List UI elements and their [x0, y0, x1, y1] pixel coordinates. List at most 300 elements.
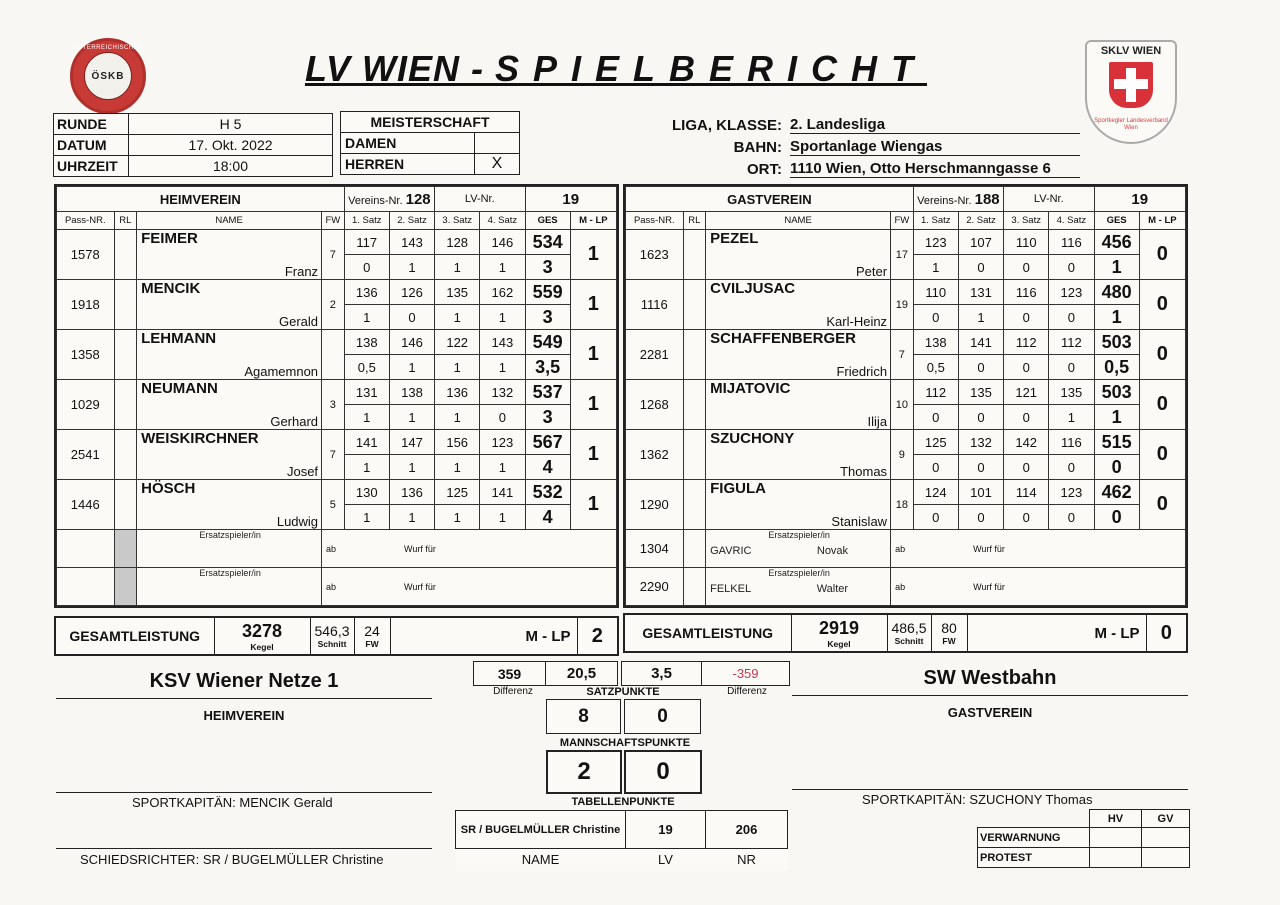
hv-col-label: HV	[1090, 810, 1142, 828]
home-set-point: 0,5	[344, 355, 389, 380]
title-left: LV WIEN -	[305, 48, 495, 89]
home-set-score: 132	[480, 380, 525, 405]
home-sub-rl	[114, 568, 137, 606]
guest-pass-nr: 1290	[626, 480, 684, 530]
bahn-label: BAHN:	[733, 138, 782, 156]
guest-total-row	[623, 613, 1188, 653]
home-set-score: 126	[389, 280, 434, 305]
home-player-firstname: Ludwig	[137, 505, 322, 530]
mannschaftspunkte-label: MANNSCHAFTSPUNKTE	[559, 737, 691, 749]
home-player-setpoints: 4	[525, 505, 570, 530]
home-set-score: 141	[480, 480, 525, 505]
tabellenpunkte-boxes	[546, 750, 702, 794]
guest-set-score: 116	[1049, 430, 1094, 455]
liga-info	[640, 114, 1080, 180]
liga-value: 2. Landesliga	[790, 116, 1080, 134]
home-set-point: 1	[435, 505, 480, 530]
home-schnitt-label: Schnitt	[317, 639, 347, 649]
guest-player-firstname: Ilija	[706, 405, 891, 430]
datum-label: DATUM	[54, 135, 129, 156]
referee-footer	[80, 852, 383, 867]
referee-table	[455, 810, 788, 871]
home-set-score: 136	[435, 380, 480, 405]
guest-player-lastname: SZUCHONY	[706, 430, 891, 455]
diff-home-label: Differenz	[493, 686, 533, 697]
home-lv-label: LV-Nr.	[464, 193, 495, 205]
guest-captain-line	[792, 789, 1188, 790]
referee-lv: 19	[626, 811, 706, 849]
guest-player-mlp: 0	[1139, 480, 1185, 530]
home-col-s3: 3. Satz	[435, 212, 480, 230]
guest-rl	[683, 430, 706, 480]
guest-set-score: 141	[958, 330, 1003, 355]
home-set-score: 128	[435, 230, 480, 255]
guest-set-score: 142	[1004, 430, 1049, 455]
guest-captain	[862, 792, 1092, 807]
tabellenpunkte-label: TABELLENPUNKTE	[571, 796, 675, 808]
home-team-sheet	[54, 184, 619, 608]
guest-player-setpoints: 1	[1094, 405, 1139, 430]
guest-schnitt-label: Schnitt	[894, 636, 924, 646]
home-mlp-label: M - LP	[390, 618, 577, 654]
home-set-score: 143	[389, 230, 434, 255]
guest-set-point: 0	[1049, 305, 1094, 330]
guest-col-ges: GES	[1094, 212, 1139, 230]
home-set-point: 1	[435, 405, 480, 430]
guest-sub-wurf: Wurf für	[973, 543, 1005, 554]
guest-set-point: 0	[1004, 305, 1049, 330]
home-kegel: 3278	[241, 620, 283, 641]
home-set-score: 138	[389, 380, 434, 405]
home-set-point: 1	[480, 255, 525, 280]
home-set-point: 1	[344, 455, 389, 480]
guest-set-score: 110	[1004, 230, 1049, 255]
home-set-point: 1	[344, 405, 389, 430]
guest-col-name: NAME	[706, 212, 891, 230]
page-title	[305, 48, 935, 90]
guest-col-s2: 2. Satz	[958, 212, 1003, 230]
herren-label: HERREN	[341, 154, 475, 175]
home-total-row	[54, 616, 619, 656]
damen-label: DAMEN	[341, 133, 475, 154]
protest-gv	[1142, 848, 1190, 868]
logo-ring-text: ÖSTERREICHISCHER	[73, 45, 144, 51]
home-col-name: NAME	[137, 212, 322, 230]
mannschaftspunkte-boxes	[546, 699, 701, 734]
guest-set-score: 121	[1004, 380, 1049, 405]
home-set-point: 1	[344, 305, 389, 330]
home-set-point: 1	[480, 505, 525, 530]
home-set-point: 1	[480, 305, 525, 330]
home-set-score: 147	[389, 430, 434, 455]
guest-col-rl: RL	[683, 212, 706, 230]
home-player-setpoints: 3	[525, 405, 570, 430]
guest-set-point: 0	[958, 505, 1003, 530]
guest-sub-lastname: GAVRIC	[710, 545, 752, 557]
guest-player-setpoints: 1	[1094, 305, 1139, 330]
home-player-total: 532	[525, 480, 570, 505]
guest-mlp-label: M - LP	[967, 615, 1146, 651]
guest-set-point: 1	[958, 305, 1003, 330]
guest-mlp-total: 0	[1160, 621, 1172, 644]
protest-label: PROTEST	[978, 848, 1090, 868]
home-set-score: 141	[344, 430, 389, 455]
guest-col-s4: 4. Satz	[1049, 212, 1094, 230]
guest-player-row	[626, 330, 1186, 355]
guest-fw-label: FW	[942, 636, 956, 646]
home-player-lastname: WEISKIRCHNER	[137, 430, 322, 455]
home-fw-total: 24	[364, 623, 380, 639]
meisterschaft-title: MEISTERSCHAFT	[341, 112, 520, 133]
guest-set-point: 0	[1004, 505, 1049, 530]
guest-player-setpoints: 0	[1094, 505, 1139, 530]
guest-player-setpoints: 0,5	[1094, 355, 1139, 380]
guest-captain-name: SZUCHONY Thomas	[969, 792, 1093, 807]
home-set-score: 117	[344, 230, 389, 255]
home-player-fw: 5	[322, 480, 345, 530]
liga-label: LIGA, KLASSE:	[671, 116, 782, 134]
home-sub-label: Ersatzspieler/in	[199, 568, 261, 578]
home-set-point: 1	[344, 505, 389, 530]
guest-player-mlp: 0	[1139, 230, 1185, 280]
home-set-score: 136	[344, 280, 389, 305]
sklv-wien-logo	[1085, 40, 1177, 144]
lv-col-label: LV	[626, 849, 706, 871]
home-substitute-row	[57, 568, 617, 606]
home-pass-nr: 1918	[57, 280, 115, 330]
home-player-firstname: Gerald	[137, 305, 322, 330]
guest-sub-firstname: Novak	[816, 545, 849, 557]
home-player-setpoints: 4	[525, 455, 570, 480]
home-captain-label: SPORTKAPITÄN:	[132, 795, 236, 810]
home-set-point: 1	[435, 455, 480, 480]
home-set-point: 0	[389, 305, 434, 330]
guest-set-point: 0	[1049, 255, 1094, 280]
home-player-lastname: MENCIK	[137, 280, 322, 305]
guest-pass-nr: 1362	[626, 430, 684, 480]
satzpunkte-guest: 3,5	[622, 662, 702, 686]
guest-set-point: 0	[958, 255, 1003, 280]
guest-set-point: 0	[913, 455, 958, 480]
home-set-point: 0	[480, 405, 525, 430]
guest-player-firstname: Thomas	[706, 455, 891, 480]
guest-rl	[683, 230, 706, 280]
home-player-row	[57, 430, 617, 455]
home-set-score: 136	[389, 480, 434, 505]
shield-title: SKLV WIEN	[1100, 45, 1162, 57]
home-pass-nr: 2541	[57, 430, 115, 480]
referee-footer-label: SCHIEDSRICHTER:	[80, 852, 200, 867]
home-player-firstname: Franz	[137, 255, 322, 280]
guest-title: GASTVEREIN	[626, 187, 914, 212]
home-set-score: 162	[480, 280, 525, 305]
guest-player-total: 480	[1094, 280, 1139, 305]
guest-col-pass: Pass-NR.	[626, 212, 684, 230]
tabellenpunkte-guest: 0	[625, 751, 701, 793]
home-title: HEIMVEREIN	[57, 187, 345, 212]
guest-set-score: 110	[913, 280, 958, 305]
home-player-setpoints: 3,5	[525, 355, 570, 380]
guest-pass-nr: 1116	[626, 280, 684, 330]
guest-col-s3: 3. Satz	[1004, 212, 1049, 230]
home-pass-nr: 1578	[57, 230, 115, 280]
satzpunkte-row	[473, 661, 790, 686]
datum-value: 17. Okt. 2022	[129, 135, 333, 156]
guest-player-firstname: Karl-Heinz	[706, 305, 891, 330]
guest-set-point: 0	[1049, 455, 1094, 480]
home-role: HEIMVEREIN	[203, 708, 285, 723]
guest-vereins-label: Vereins-Nr.	[917, 194, 972, 207]
guest-set-score: 138	[913, 330, 958, 355]
home-kegel-label: Kegel	[250, 641, 274, 652]
home-player-lastname: LEHMANN	[137, 330, 322, 355]
home-col-pass: Pass-NR.	[57, 212, 115, 230]
guest-set-point: 0	[1004, 455, 1049, 480]
tabellenpunkte-home: 2	[547, 751, 621, 793]
home-set-score: 156	[435, 430, 480, 455]
guest-set-score: 132	[958, 430, 1003, 455]
home-set-score: 131	[344, 380, 389, 405]
home-set-score: 138	[344, 330, 389, 355]
guest-rl	[683, 480, 706, 530]
home-rl	[114, 380, 137, 430]
home-pass-nr: 1029	[57, 380, 115, 430]
verwarnung-label: VERWARNUNG	[978, 828, 1090, 848]
home-sub-label: Ersatzspieler/in	[199, 530, 261, 540]
guest-pass-nr: 1268	[626, 380, 684, 430]
guest-set-point: 0	[913, 505, 958, 530]
guest-player-row	[626, 480, 1186, 505]
home-player-mlp: 1	[570, 430, 616, 480]
home-set-score: 135	[435, 280, 480, 305]
guest-player-mlp: 0	[1139, 430, 1185, 480]
guest-player-fw: 7	[891, 330, 914, 380]
guest-sub-firstname: Walter	[816, 583, 849, 595]
home-player-mlp: 1	[570, 230, 616, 280]
home-player-setpoints: 3	[525, 305, 570, 330]
guest-player-setpoints: 1	[1094, 255, 1139, 280]
guest-set-score: 112	[1049, 330, 1094, 355]
home-set-point: 1	[435, 305, 480, 330]
referee-name: SR / BUGELMÜLLER Christine	[456, 811, 626, 849]
guest-set-point: 0	[913, 305, 958, 330]
guest-player-row	[626, 380, 1186, 405]
home-col-mlp: M - LP	[570, 212, 616, 230]
home-player-row	[57, 230, 617, 255]
home-player-fw: 2	[322, 280, 345, 330]
guest-substitute-row	[626, 530, 1186, 568]
home-player-firstname: Agamemnon	[137, 355, 322, 380]
herren-value: X	[475, 154, 520, 175]
name-col-label: NAME	[456, 849, 626, 871]
guest-player-fw: 19	[891, 280, 914, 330]
home-set-score: 122	[435, 330, 480, 355]
guest-col-mlp: M - LP	[1139, 212, 1185, 230]
runde-value: H 5	[129, 114, 333, 135]
home-player-row	[57, 330, 617, 355]
guest-col-s1: 1. Satz	[913, 212, 958, 230]
home-sub-wurf: Wurf für	[404, 581, 436, 592]
guest-sub-ab: ab	[895, 543, 906, 554]
home-rl	[114, 480, 137, 530]
guest-player-total: 456	[1094, 230, 1139, 255]
home-player-firstname: Josef	[137, 455, 322, 480]
guest-rl	[683, 280, 706, 330]
guest-role: GASTVEREIN	[947, 705, 1033, 720]
guest-set-score: 123	[1049, 480, 1094, 505]
diff-guest-label: Differenz	[727, 686, 767, 697]
guest-pass-nr: 1623	[626, 230, 684, 280]
guest-set-score: 114	[1004, 480, 1049, 505]
guest-captain-label: SPORTKAPITÄN:	[862, 792, 966, 807]
home-pass-nr: 1358	[57, 330, 115, 380]
damen-value	[475, 133, 520, 154]
guest-set-point: 1	[1049, 405, 1094, 430]
guest-sub-pass-nr: 1304	[626, 530, 684, 568]
home-col-rl: RL	[114, 212, 137, 230]
home-player-mlp: 1	[570, 330, 616, 380]
home-player-mlp: 1	[570, 280, 616, 330]
guest-col-fw: FW	[891, 212, 914, 230]
home-schnitt: 546,3	[314, 623, 350, 639]
guest-set-score: 124	[913, 480, 958, 505]
guest-player-lastname: FIGULA	[706, 480, 891, 505]
ort-value: 1110 Wien, Otto Herschmanngasse 6	[790, 160, 1080, 178]
guest-player-firstname: Friedrich	[706, 355, 891, 380]
home-player-row	[57, 480, 617, 505]
guest-set-point: 0	[1004, 255, 1049, 280]
guest-rl	[683, 380, 706, 430]
guest-sub-rl	[683, 530, 706, 568]
satzpunkte-label: SATZPUNKTE	[586, 686, 660, 698]
guest-player-total: 503	[1094, 380, 1139, 405]
home-set-score: 146	[480, 230, 525, 255]
guest-set-point: 0	[913, 405, 958, 430]
home-col-ges: GES	[525, 212, 570, 230]
referee-nr: 206	[706, 811, 788, 849]
guest-set-score: 123	[1049, 280, 1094, 305]
referee-footer-name: SR / BUGELMÜLLER Christine	[202, 852, 384, 867]
guest-kegel-label: Kegel	[827, 638, 851, 649]
shield-cross-icon	[1109, 62, 1153, 108]
satzpunkte-home: 20,5	[546, 662, 618, 686]
guest-player-total: 503	[1094, 330, 1139, 355]
home-pass-nr: 1446	[57, 480, 115, 530]
protest-hv	[1090, 848, 1142, 868]
guest-player-total: 462	[1094, 480, 1139, 505]
guest-set-score: 112	[1004, 330, 1049, 355]
guest-player-fw: 17	[891, 230, 914, 280]
logo-center-text: ÖSKB	[84, 52, 132, 100]
guest-sub-rl	[683, 568, 706, 606]
home-set-score: 125	[435, 480, 480, 505]
guest-player-lastname: MIJATOVIC	[706, 380, 891, 405]
verwarnung-gv	[1142, 828, 1190, 848]
guest-sub-pass-nr: 2290	[626, 568, 684, 606]
guest-set-point: 0	[1049, 505, 1094, 530]
guest-player-firstname: Stanislaw	[706, 505, 891, 530]
home-player-total: 567	[525, 430, 570, 455]
guest-set-score: 123	[913, 230, 958, 255]
guest-sub-ab: ab	[895, 581, 906, 592]
mannschaftspunkte-guest: 0	[625, 700, 701, 734]
gv-col-label: GV	[1142, 810, 1190, 828]
guest-set-score: 107	[958, 230, 1003, 255]
home-rl	[114, 430, 137, 480]
oeskb-logo	[70, 38, 146, 114]
home-set-point: 1	[389, 405, 434, 430]
home-rl	[114, 230, 137, 280]
uhrzeit-value: 18:00	[129, 156, 333, 177]
home-set-point: 1	[389, 255, 434, 280]
home-col-fw: FW	[322, 212, 345, 230]
home-fw-label: FW	[365, 639, 379, 649]
guest-player-mlp: 0	[1139, 380, 1185, 430]
guest-pass-nr: 2281	[626, 330, 684, 380]
guest-player-firstname: Peter	[706, 255, 891, 280]
home-total-label: GESAMTLEISTUNG	[56, 618, 214, 654]
home-player-total: 537	[525, 380, 570, 405]
home-player-mlp: 1	[570, 480, 616, 530]
home-player-row	[57, 280, 617, 305]
shield-subtitle: Sportkegler Landesverband Wien	[1094, 118, 1168, 131]
guest-team-name: SW Westbahn	[923, 667, 1057, 689]
guest-total-label: GESAMTLEISTUNG	[625, 615, 791, 651]
guest-set-point: 0	[1004, 405, 1049, 430]
home-rl	[114, 280, 137, 330]
guest-kegel: 2919	[818, 617, 860, 638]
home-captain	[132, 795, 333, 810]
home-captain-name: MENCIK Gerald	[239, 795, 333, 810]
guest-player-total: 515	[1094, 430, 1139, 455]
home-sub-ab: ab	[326, 581, 337, 592]
home-set-point: 1	[435, 255, 480, 280]
home-player-lastname: NEUMANN	[137, 380, 322, 405]
verwarnung-protest-table	[977, 809, 1190, 868]
home-captain-line	[56, 792, 432, 793]
guest-substitute-row	[626, 568, 1186, 606]
guest-lv-nr: 19	[1094, 187, 1185, 212]
nr-col-label: NR	[706, 849, 788, 871]
referee-line	[56, 848, 432, 849]
guest-player-lastname: SCHAFFENBERGER	[706, 330, 891, 355]
guest-set-score: 131	[958, 280, 1003, 305]
home-player-fw	[322, 330, 345, 380]
home-set-point: 0	[344, 255, 389, 280]
home-player-total: 549	[525, 330, 570, 355]
guest-set-point: 0	[958, 405, 1003, 430]
guest-player-mlp: 0	[1139, 280, 1185, 330]
guest-player-fw: 18	[891, 480, 914, 530]
guest-schnitt: 486,5	[891, 620, 927, 636]
home-player-total: 534	[525, 230, 570, 255]
home-sub-pass-nr	[57, 568, 115, 606]
guest-sub-label: Ersatzspieler/in	[768, 530, 830, 540]
home-player-fw: 3	[322, 380, 345, 430]
verwarnung-hv	[1090, 828, 1142, 848]
home-vereins-nr: 128	[405, 190, 431, 208]
home-player-fw: 7	[322, 430, 345, 480]
mannschaftspunkte-home: 8	[547, 700, 621, 734]
guest-lv-label: LV-Nr.	[1033, 193, 1064, 205]
guest-set-score: 135	[958, 380, 1003, 405]
guest-set-score: 135	[1049, 380, 1094, 405]
home-player-lastname: HÖSCH	[137, 480, 322, 505]
guest-set-point: 1	[913, 255, 958, 280]
guest-player-lastname: CVILJUSAC	[706, 280, 891, 305]
guest-set-score: 116	[1004, 280, 1049, 305]
home-mlp-total: 2	[591, 624, 603, 647]
